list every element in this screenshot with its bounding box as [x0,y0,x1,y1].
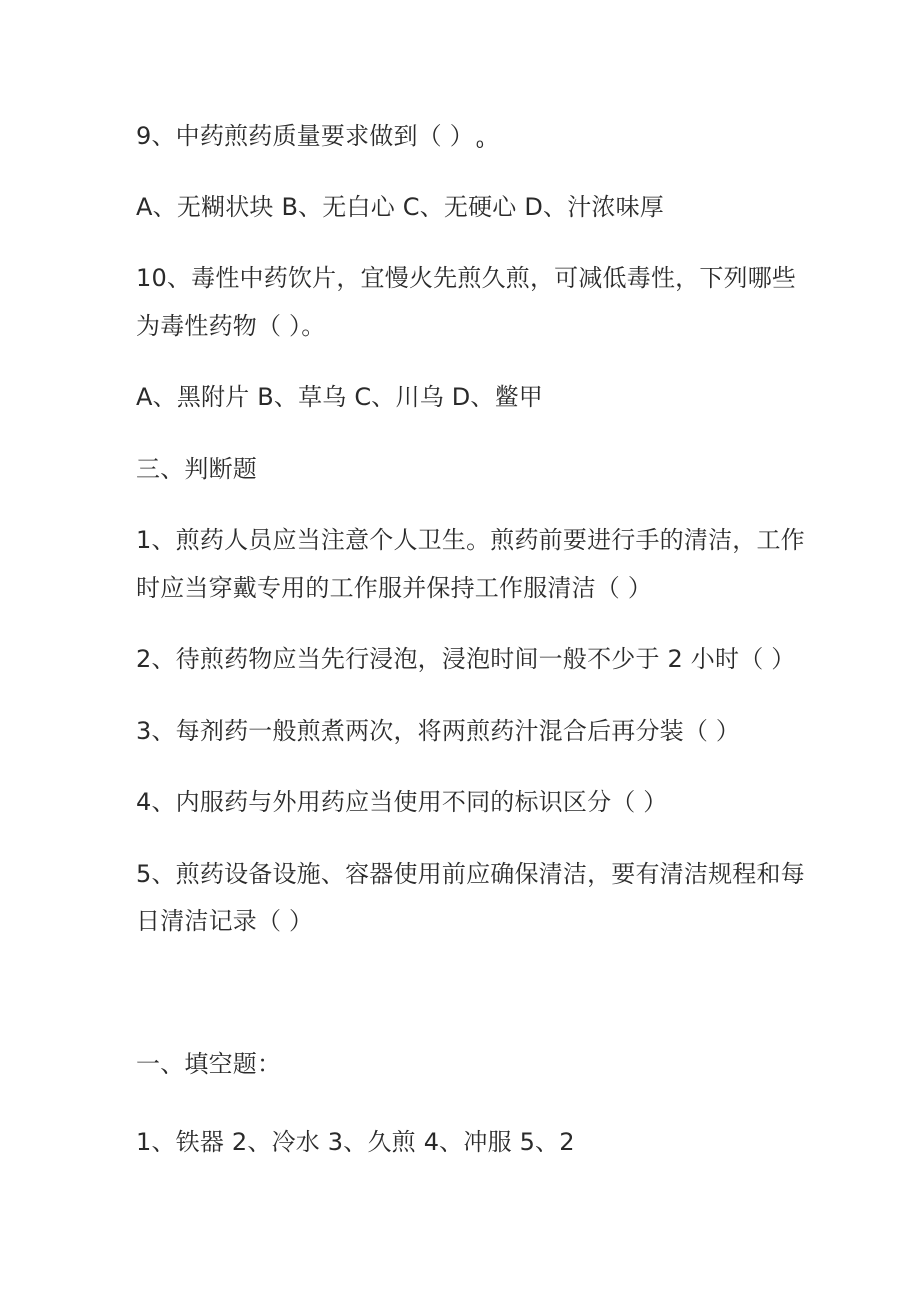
judgement-item-4: 4、内服药与外用药应当使用不同的标识区分（ ） [136,788,668,816]
question-10-line-2: 为毒性药物（ ）。 [136,312,326,340]
judgement-item-5-line-2: 日清洁记录（ ） [136,907,314,935]
answers-fill-in: 1、铁器 2、冷水 3、久煎 4、冲服 5、2 [136,1128,575,1156]
judgement-item-3: 3、每剂药一般煎煮两次，将两煎药汁混合后再分装（ ） [136,717,741,745]
question-9-options: A、无糊状块 B、无白心 C、无硬心 D、汁浓味厚 [136,193,665,221]
question-9-mark: o [475,137,485,152]
question-9-text: 9、中药煎药质量要求做到（ ） [136,122,474,150]
judgement-item-2: 2、待煎药物应当先行浸泡，浸泡时间一般不少于 2 小时（ ） [136,645,796,673]
question-10-line-1: 10、毒性中药饮片，宜慢火先煎久煎，可减低毒性，下列哪些 [136,264,797,292]
judgement-item-1-line-2: 时应当穿戴专用的工作服并保持工作服清洁（ ） [136,574,653,602]
section-heading-judgement: 三、判断题 [136,455,257,483]
answers-heading: 一、填空题： [136,1050,282,1078]
question-9 [136,121,796,160]
question-10-options: A、黑附片 B、草乌 C、川乌 D、鳖甲 [136,383,544,411]
judgement-item-1-line-1: 1、煎药人员应当注意个人卫生。煎药前要进行手的清洁，工作 [136,526,805,554]
judgement-item-5-line-1: 5、煎药设备设施、容器使用前应确保清洁，要有清洁规程和每 [136,860,805,888]
